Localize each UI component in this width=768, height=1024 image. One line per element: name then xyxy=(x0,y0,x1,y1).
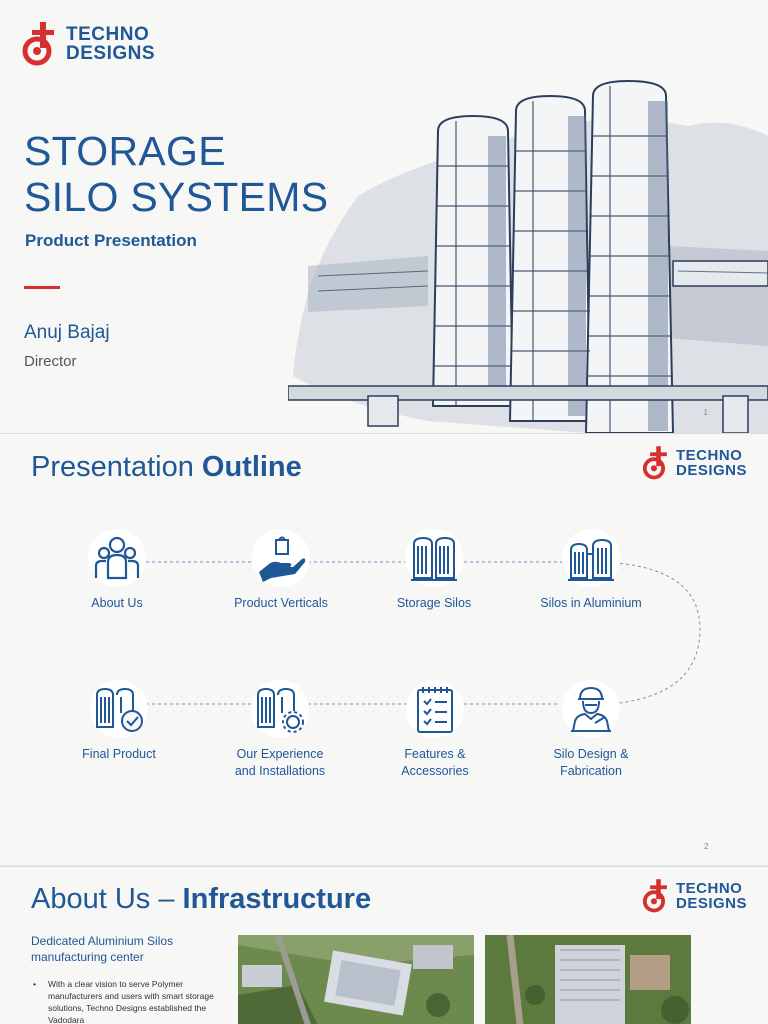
brand-logo-small xyxy=(641,877,747,915)
presenter-role: Director xyxy=(24,353,77,370)
silos-gear-icon xyxy=(254,683,306,735)
infrastructure-slide xyxy=(0,866,768,1024)
brand-logo xyxy=(20,20,155,68)
silos-icon xyxy=(408,532,460,584)
outline-title-plain: Presentation xyxy=(31,451,194,483)
outline-item-storage-silos[interactable] xyxy=(359,529,509,612)
outline-title-bold: Outline xyxy=(201,451,302,483)
outline-item-label: Storage Silos xyxy=(396,596,472,610)
title-line-1: STORAGE xyxy=(24,128,226,174)
title-divider xyxy=(24,286,60,289)
logo-line-2: DESIGNS xyxy=(676,462,748,479)
infrastructure-title xyxy=(31,883,371,916)
outline-item-silo-design-fabrication[interactable] xyxy=(516,680,666,780)
page-number: 2 xyxy=(704,842,709,851)
aluminium-silos-icon xyxy=(565,532,617,584)
infrastructure-title-plain: About Us – xyxy=(31,883,175,915)
logo-line-2: DESIGNS xyxy=(66,43,156,64)
td-logo-mark-icon xyxy=(641,877,673,915)
outline-item-label: Silo Design & Fabrication xyxy=(553,747,629,778)
silo-sketch-illustration xyxy=(288,76,768,433)
outline-item-final-product[interactable] xyxy=(44,680,194,763)
outline-item-label: About Us xyxy=(91,596,143,610)
worker-icon xyxy=(565,683,617,735)
page-number: 1 xyxy=(703,408,708,417)
infrastructure-bullet: • With a clear vision to serve Polymer manufacturers and users with smart storage solutions, Techno Designs established the Vadodara xyxy=(31,978,221,1024)
slide-subtitle: Product Presentation xyxy=(25,231,197,250)
title-slide xyxy=(0,0,768,433)
outline-item-product-verticals[interactable] xyxy=(206,529,356,612)
silos-check-icon xyxy=(93,683,145,735)
outline-item-about-us[interactable] xyxy=(42,529,192,612)
outline-item-label: Silos in Aluminium xyxy=(540,596,642,610)
campus-aerial-image xyxy=(485,935,691,1024)
checklist-icon xyxy=(409,683,461,735)
presenter-name: Anuj Bajaj xyxy=(24,322,110,343)
td-logo-mark-icon xyxy=(20,20,62,68)
outline-item-our-experience[interactable] xyxy=(205,680,355,780)
outline-item-label: Final Product xyxy=(82,747,156,761)
outline-slide xyxy=(0,433,768,865)
infrastructure-title-bold: Infrastructure xyxy=(182,883,372,915)
slide-title xyxy=(24,128,328,220)
hand-box-icon xyxy=(255,532,307,584)
factory-aerial-image xyxy=(238,935,474,1024)
outline-item-silos-in-aluminium[interactable] xyxy=(516,529,666,612)
people-icon xyxy=(91,532,143,584)
outline-item-label: Our Experience and Installations xyxy=(234,747,326,778)
infrastructure-lead: Dedicated Aluminium Silos manufacturing center xyxy=(31,934,174,964)
outline-item-label: Features & Accessories xyxy=(401,747,469,778)
aerial-photo-2 xyxy=(485,935,691,1024)
logo-line-1: TECHNO xyxy=(676,880,743,897)
logo-line-1: TECHNO xyxy=(66,24,150,45)
outline-flow-connector xyxy=(0,434,768,865)
outline-item-features-accessories[interactable] xyxy=(360,680,510,780)
title-line-2: SILO SYSTEMS xyxy=(24,174,329,220)
logo-line-1: TECHNO xyxy=(676,447,743,464)
logo-line-2: DESIGNS xyxy=(676,895,748,912)
outline-item-label: Product Verticals xyxy=(234,596,328,610)
aerial-photo-1 xyxy=(238,935,474,1024)
